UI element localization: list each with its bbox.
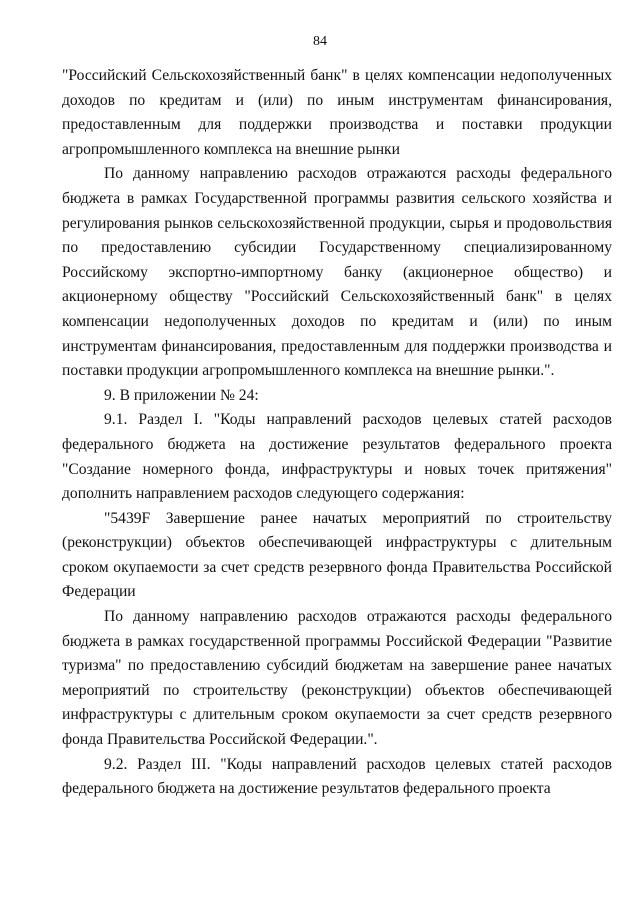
paragraph-expense-description-agro: По данному направлению расходов отражаются расходы федерального бюджета в рамках Государственной программы развития сельского хозяйства и регулирования рынков сельскохозяйственной продукции, сырья и продовольствия по предоставлению субсидии Государственному специализированному Российскому экспортно-импортному банку (акционерное общество) и акционерному обществу "Российский Сельскохозяйственный банк" в целях компенсации недополученных доходов по кредитам и (или) по иным инструментам финансирования, предоставленным для поддержки производства и поставки продукции агропромышленного комплекса на внешние рынки.".	[62, 165, 612, 380]
page-number: 84	[313, 34, 327, 49]
paragraph-section-9-1: 9.1. Раздел I. "Коды направлений расходов целевых статей расходов федерального бюджета на достижение результатов федерального проекта "Создание номерного фонда, инфраструктуры и новых точек притяжения" дополнить направлением расходов следующего содержания:	[62, 411, 612, 503]
paragraph-code-5439F: "5439F Завершение ранее начатых мероприятий по строительству (реконструкции) объектов обеспечивающей инфраструктуры с длительным сроком окупаемости за счет средств резервного фонда Правительства Российской Федерации	[62, 509, 612, 601]
document-body	[62, 64, 612, 802]
paragraph-continuation: "Российский Сельскохозяйственный банк" в целях компенсации недополученных доходов по кредитам и (или) по иным инструментам финансирования, предоставленным для поддержки производства и поставки продукции агропромышленного комплекса на внешние рынки	[62, 67, 612, 158]
paragraph-expense-description-tourism: По данному направлению расходов отражаются расходы федерального бюджета в рамках государственной программы Российской Федерации "Развитие туризма" по предоставлению субсидий бюджетам на завершение ранее начатых мероприятий по строительству (реконструкции) объектов обеспечивающей инфраструктуры с длительным сроком окупаемости за счет средств резервного фонда Правительства Российской Федерации.".	[62, 608, 612, 749]
paragraph-section-9-2: 9.2. Раздел III. "Коды направлений расходов целевых статей расходов федерального бюджета на достижение результатов федерального проекта	[62, 755, 612, 798]
paragraph-appendix-24-heading: 9. В приложении № 24:	[104, 386, 259, 404]
